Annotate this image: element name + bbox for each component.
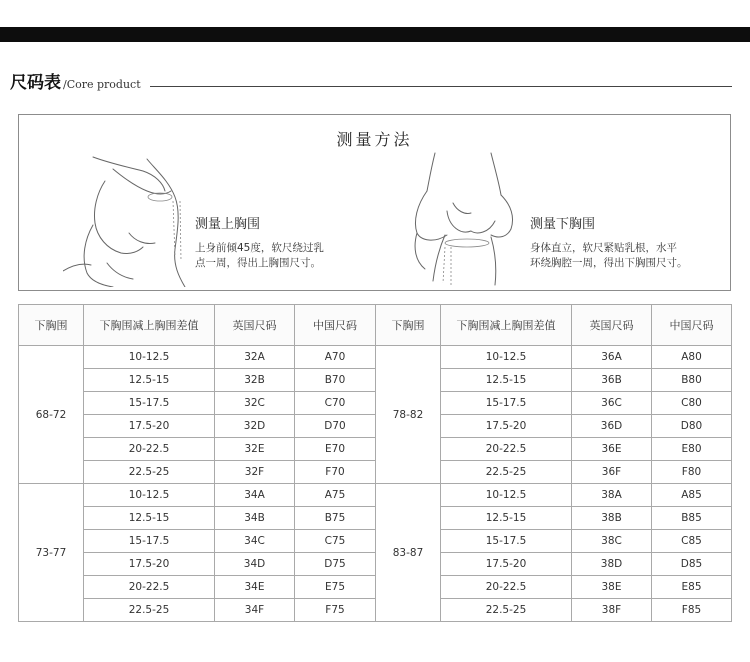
uk-size-cell: 36A <box>572 346 652 369</box>
cn-size-cell: B70 <box>295 369 376 392</box>
cn-size-cell: B75 <box>295 507 376 530</box>
uk-size-cell: 38E <box>572 576 652 599</box>
diff-cell: 12.5-15 <box>441 507 572 530</box>
uk-size-cell: 38D <box>572 553 652 576</box>
upper-bust-desc-line1: 上身前倾45度，软尺绕过乳 <box>195 242 324 254</box>
uk-size-cell: 32D <box>215 415 295 438</box>
upper-bust-figure-icon <box>63 153 203 287</box>
cn-size-cell: D70 <box>295 415 376 438</box>
uk-size-cell: 34B <box>215 507 295 530</box>
uk-size-cell: 38A <box>572 484 652 507</box>
diff-cell: 10-12.5 <box>84 346 215 369</box>
heading-title-zh: 尺码表 <box>10 73 61 93</box>
uk-size-cell: 34E <box>215 576 295 599</box>
cn-size-cell: E75 <box>295 576 376 599</box>
table-row <box>19 507 732 530</box>
underbust-range-cell: 73-77 <box>19 484 84 622</box>
uk-size-cell: 36F <box>572 461 652 484</box>
uk-size-cell: 34F <box>215 599 295 622</box>
cn-size-cell: D80 <box>652 415 732 438</box>
upper-bust-instructions <box>195 213 324 271</box>
diff-cell: 22.5-25 <box>441 599 572 622</box>
diff-cell: 15-17.5 <box>84 392 215 415</box>
diff-cell: 20-22.5 <box>84 438 215 461</box>
diff-cell: 22.5-25 <box>84 599 215 622</box>
underbust-range-cell: 83-87 <box>376 484 441 622</box>
lower-bust-desc-line2: 环绕胸腔一周，得出下胸围尺寸。 <box>530 257 688 269</box>
table-row <box>19 484 732 507</box>
heading-title-en: /Core product <box>63 78 141 91</box>
underbust-range-cell: 68-72 <box>19 346 84 484</box>
diff-cell: 10-12.5 <box>441 484 572 507</box>
diff-cell: 15-17.5 <box>84 530 215 553</box>
column-header: 下胸围减上胸围差值 <box>84 305 215 346</box>
diff-cell: 22.5-25 <box>441 461 572 484</box>
diff-cell: 17.5-20 <box>441 553 572 576</box>
method-title: 测量方法 <box>336 130 413 149</box>
cn-size-cell: F85 <box>652 599 732 622</box>
column-header: 下胸围 <box>19 305 84 346</box>
cn-size-cell: E80 <box>652 438 732 461</box>
table-row <box>19 553 732 576</box>
uk-size-cell: 36D <box>572 415 652 438</box>
uk-size-cell: 38F <box>572 599 652 622</box>
table-row <box>19 415 732 438</box>
table-row <box>19 461 732 484</box>
diff-cell: 12.5-15 <box>84 507 215 530</box>
diff-cell: 15-17.5 <box>441 530 572 553</box>
column-header: 英国尺码 <box>572 305 652 346</box>
lower-bust-instructions <box>530 213 688 271</box>
measurement-method-panel <box>18 114 731 291</box>
diff-cell: 17.5-20 <box>441 415 572 438</box>
diff-cell: 12.5-15 <box>84 369 215 392</box>
column-header: 英国尺码 <box>215 305 295 346</box>
lower-bust-figure-icon <box>405 151 525 289</box>
cn-size-cell: C75 <box>295 530 376 553</box>
diff-cell: 17.5-20 <box>84 553 215 576</box>
underbust-range-cell: 78-82 <box>376 346 441 484</box>
table-row <box>19 392 732 415</box>
diff-cell: 15-17.5 <box>441 392 572 415</box>
uk-size-cell: 32B <box>215 369 295 392</box>
upper-bust-desc-line2: 点一周，得出上胸围尺寸。 <box>195 257 321 269</box>
cn-size-cell: F75 <box>295 599 376 622</box>
cn-size-cell: A70 <box>295 346 376 369</box>
uk-size-cell: 32A <box>215 346 295 369</box>
table-header-row <box>19 305 732 346</box>
cn-size-cell: A80 <box>652 346 732 369</box>
cn-size-cell: F80 <box>652 461 732 484</box>
uk-size-cell: 34C <box>215 530 295 553</box>
cn-size-cell: B80 <box>652 369 732 392</box>
lower-bust-title: 测量下胸围 <box>530 217 596 232</box>
table-row <box>19 530 732 553</box>
table-row <box>19 576 732 599</box>
uk-size-cell: 36C <box>572 392 652 415</box>
uk-size-cell: 34D <box>215 553 295 576</box>
cn-size-cell: D75 <box>295 553 376 576</box>
cn-size-cell: C85 <box>652 530 732 553</box>
section-heading <box>10 68 141 93</box>
lower-bust-desc-line1: 身体直立，软尺紧贴乳根，水平 <box>530 242 677 254</box>
top-banner-bar <box>0 27 750 42</box>
diff-cell: 10-12.5 <box>441 346 572 369</box>
column-header: 中国尺码 <box>652 305 732 346</box>
heading-divider <box>150 86 732 87</box>
diff-cell: 17.5-20 <box>84 415 215 438</box>
cn-size-cell: C80 <box>652 392 732 415</box>
cn-size-cell: A75 <box>295 484 376 507</box>
uk-size-cell: 38C <box>572 530 652 553</box>
table-row <box>19 346 732 369</box>
diff-cell: 20-22.5 <box>84 576 215 599</box>
column-header: 下胸围 <box>376 305 441 346</box>
size-chart-table <box>18 304 732 622</box>
diff-cell: 20-22.5 <box>441 576 572 599</box>
cn-size-cell: A85 <box>652 484 732 507</box>
column-header: 中国尺码 <box>295 305 376 346</box>
cn-size-cell: E70 <box>295 438 376 461</box>
uk-size-cell: 32F <box>215 461 295 484</box>
uk-size-cell: 36B <box>572 369 652 392</box>
uk-size-cell: 32C <box>215 392 295 415</box>
upper-bust-title: 测量上胸围 <box>195 217 261 232</box>
uk-size-cell: 36E <box>572 438 652 461</box>
diff-cell: 12.5-15 <box>441 369 572 392</box>
cn-size-cell: F70 <box>295 461 376 484</box>
table-row <box>19 438 732 461</box>
uk-size-cell: 38B <box>572 507 652 530</box>
cn-size-cell: B85 <box>652 507 732 530</box>
diff-cell: 22.5-25 <box>84 461 215 484</box>
cn-size-cell: E85 <box>652 576 732 599</box>
diff-cell: 20-22.5 <box>441 438 572 461</box>
diff-cell: 10-12.5 <box>84 484 215 507</box>
cn-size-cell: C70 <box>295 392 376 415</box>
uk-size-cell: 32E <box>215 438 295 461</box>
uk-size-cell: 34A <box>215 484 295 507</box>
table-row <box>19 599 732 622</box>
column-header: 下胸围减上胸围差值 <box>441 305 572 346</box>
table-row <box>19 369 732 392</box>
cn-size-cell: D85 <box>652 553 732 576</box>
